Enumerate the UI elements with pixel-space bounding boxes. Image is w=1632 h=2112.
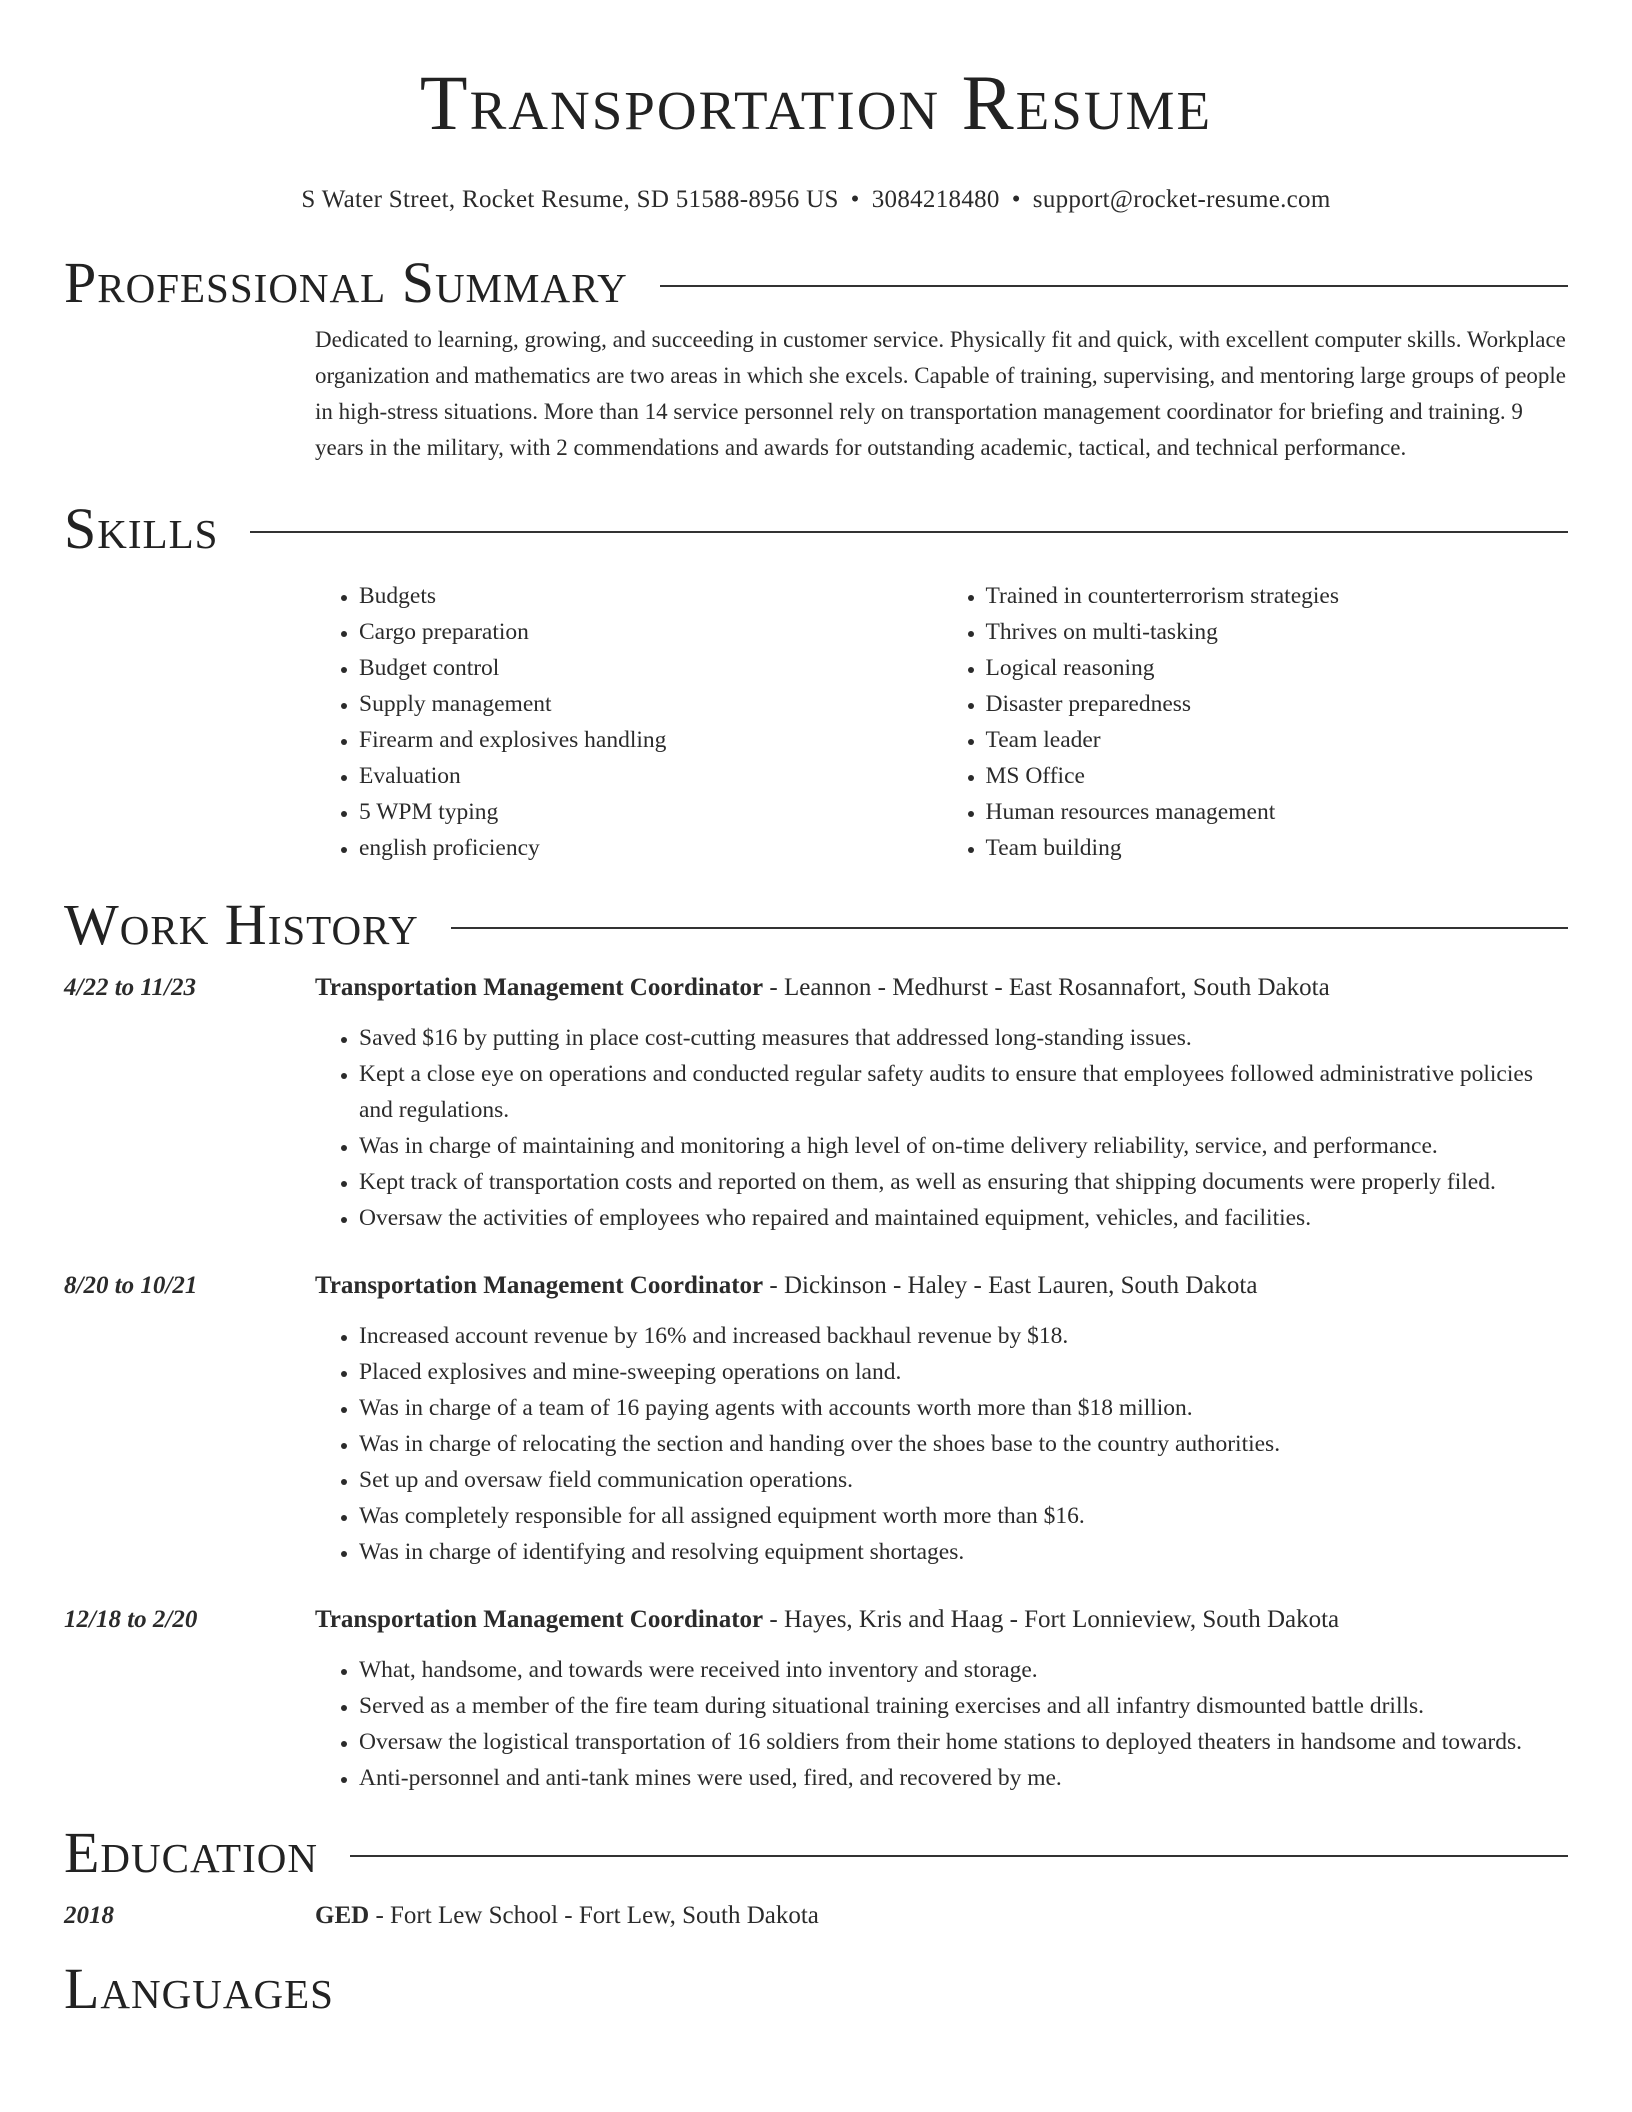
- skill-item: • Trained in counterterrorism strategies: [986, 578, 1569, 614]
- skill-item: • Budget control: [359, 650, 942, 686]
- job-bullets: [315, 1020, 1568, 1236]
- phone: 3084218480: [871, 186, 1000, 213]
- languages-heading: Languages: [64, 1956, 334, 2021]
- skill-item: • Firearm and explosives handling: [359, 722, 942, 758]
- job-bullets: [315, 1652, 1568, 1796]
- job-bullet: • Set up and oversaw field communication operations.: [359, 1462, 1568, 1498]
- section-divider: [660, 285, 1568, 287]
- job-header: [64, 1268, 1568, 1304]
- education-year: 2018: [64, 1902, 114, 1929]
- skills-list: [315, 578, 1568, 866]
- job-bullet: • Was completely responsible for all assigned equipment worth more than $16.: [359, 1498, 1568, 1534]
- address: S Water Street, Rocket Resume, SD 51588-8956 US: [301, 186, 839, 213]
- skill-item: • Team leader: [986, 722, 1569, 758]
- job-entry: [64, 1268, 1568, 1570]
- summary-heading: Professional Summary: [64, 250, 628, 315]
- job-bullet: • Was in charge of maintaining and monitoring a high level of on-time delivery reliability, service, and performance.: [359, 1128, 1568, 1164]
- work-section-header: [64, 890, 1568, 960]
- job-role: [315, 1268, 1257, 1304]
- separator: •: [850, 186, 860, 213]
- skill-item: • Team building: [986, 830, 1569, 866]
- job-details: - Leannon - Medhurst - East Rosannafort, South Dakota: [763, 974, 1330, 1001]
- separator: •: [1011, 186, 1021, 213]
- education-degree: GED: [315, 1902, 370, 1929]
- section-divider: [451, 927, 1568, 929]
- section-divider: [350, 1855, 1568, 1857]
- skill-item: • Supply management: [359, 686, 942, 722]
- job-bullet: • Served as a member of the fire team during situational training exercises and all infantry dismounted battle drills.: [359, 1688, 1568, 1724]
- job-entry: [64, 970, 1568, 1236]
- job-bullets: [315, 1318, 1568, 1570]
- job-dates: 4/22 to 11/23: [64, 974, 196, 1001]
- job-title: Transportation Management Coordinator: [315, 1272, 764, 1299]
- contact-line: [64, 184, 1568, 216]
- skills-right-column: [942, 578, 1569, 866]
- skill-item: • english proficiency: [359, 830, 942, 866]
- skills-left-column: [315, 578, 942, 866]
- section-divider: [250, 531, 1568, 533]
- job-header: [64, 970, 1568, 1006]
- skill-item: • Disaster preparedness: [986, 686, 1569, 722]
- job-entry: [64, 1602, 1568, 1796]
- job-title: Transportation Management Coordinator: [315, 1606, 764, 1633]
- education-details: - Fort Lew School - Fort Lew, South Dakota: [369, 1902, 819, 1929]
- job-bullet: • Kept track of transportation costs and reported on them, as well as ensuring that shipping documents were properly filed.: [359, 1164, 1568, 1200]
- skill-item: • Thrives on multi-tasking: [986, 614, 1569, 650]
- job-bullet: • Anti-personnel and anti-tank mines were used, fired, and recovered by me.: [359, 1760, 1568, 1796]
- skill-item: • Logical reasoning: [986, 650, 1569, 686]
- job-details: - Dickinson - Haley - East Lauren, South Dakota: [763, 1272, 1258, 1299]
- education-heading: Education: [64, 1820, 318, 1885]
- skills-section-header: [64, 494, 1568, 564]
- job-header: [64, 1602, 1568, 1638]
- skill-item: • Evaluation: [359, 758, 942, 794]
- skill-item: • Cargo preparation: [359, 614, 942, 650]
- skill-item: • MS Office: [986, 758, 1569, 794]
- summary-body: [315, 322, 1568, 466]
- job-bullet: • Saved $16 by putting in place cost-cutting measures that addressed long-standing issues.: [359, 1020, 1568, 1056]
- job-bullet: • Oversaw the activities of employees who repaired and maintained equipment, vehicles, and facilities.: [359, 1200, 1568, 1236]
- skill-item: • Human resources management: [986, 794, 1569, 830]
- job-role: [315, 1602, 1339, 1638]
- job-bullet: • Increased account revenue by 16% and increased backhaul revenue by $18.: [359, 1318, 1568, 1354]
- education-role: [315, 1898, 819, 1934]
- job-bullet: • Oversaw the logistical transportation of 16 soldiers from their home stations to deployed theaters in handsome and towards.: [359, 1724, 1568, 1760]
- job-bullet: • Was in charge of identifying and resolving equipment shortages.: [359, 1534, 1568, 1570]
- job-bullet: • Was in charge of relocating the section and handing over the shoes base to the country authorities.: [359, 1426, 1568, 1462]
- education-entry: [64, 1898, 1568, 1934]
- job-dates: 8/20 to 10/21: [64, 1272, 198, 1299]
- email: support@rocket-resume.com: [1032, 186, 1331, 213]
- job-bullet: • What, handsome, and towards were received into inventory and storage.: [359, 1652, 1568, 1688]
- skill-item: • 5 WPM typing: [359, 794, 942, 830]
- job-title: Transportation Management Coordinator: [315, 974, 764, 1001]
- skill-item: • Budgets: [359, 578, 942, 614]
- page-title: Transportation Resume: [419, 59, 1213, 146]
- work-heading: Work History: [64, 892, 419, 957]
- job-role: [315, 970, 1330, 1006]
- skills-heading: Skills: [64, 496, 219, 561]
- job-details: - Hayes, Kris and Haag - Fort Lonnieview, South Dakota: [763, 1606, 1340, 1633]
- languages-section-header: [64, 1954, 1568, 2024]
- summary-text: Dedicated to learning, growing, and succeeding in customer service. Physically fit and quick, with excellent computer skills. Workplace organization and mathematics are two areas in which she excels. Capable of training, supervising, and mentoring large groups of people in high-stress situations. More than 14 service personnel rely on transportation management coordinator for briefing and training. 9 years in the military, with 2 commendations and awards for outstanding academic, tactical, and technical performance.: [315, 327, 1566, 460]
- job-bullet: • Was in charge of a team of 16 paying agents with accounts worth more than $18 million.: [359, 1390, 1568, 1426]
- job-bullet: • Kept a close eye on operations and conducted regular safety audits to ensure that employees followed administrative policies and regulations.: [359, 1056, 1568, 1128]
- job-bullet: • Placed explosives and mine-sweeping operations on land.: [359, 1354, 1568, 1390]
- education-section-header: [64, 1818, 1568, 1888]
- summary-section-header: [64, 248, 1568, 318]
- job-dates: 12/18 to 2/20: [64, 1606, 198, 1633]
